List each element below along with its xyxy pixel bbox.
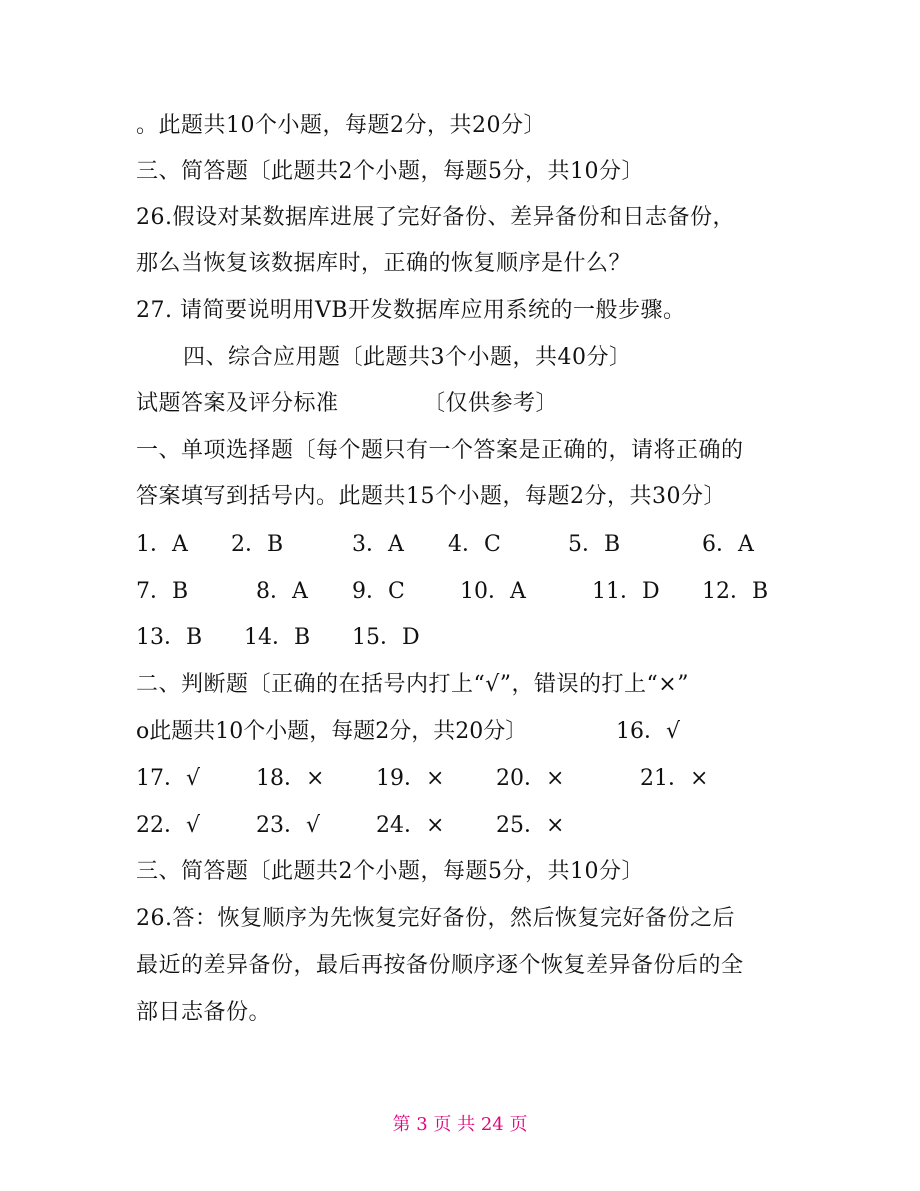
answer-item: 18．×	[256, 766, 325, 791]
page-footer: 第 3 页 共 24 页	[392, 1114, 528, 1135]
answer-item: 12．B	[702, 579, 769, 604]
answer-item: 14．B	[244, 625, 311, 650]
answer-item: 16．√	[616, 719, 681, 744]
section-heading: 三、简答题〔此题共2个小题，每题5分，共10分〕	[136, 859, 644, 884]
answer-item: 20．×	[496, 766, 565, 791]
answer-item: 21．×	[640, 766, 709, 791]
answer-row	[0, 577, 920, 607]
answer-item: 15．D	[352, 625, 420, 650]
answer-26-cont: 部日志备份。	[136, 1000, 272, 1025]
text-line: o此题共10个小题，每题2分，共20分〕	[136, 719, 528, 744]
answer-row	[0, 530, 920, 560]
answer-item: 10．A	[460, 579, 526, 604]
answer-item: 24．×	[376, 813, 445, 838]
answer-item: 8．A	[256, 579, 308, 604]
answer-item: 3．A	[352, 532, 404, 557]
section-heading: 二、判断题〔正确的在括号内打上“√”，错误的打上“×”	[136, 672, 689, 697]
answer-item: 13．B	[136, 625, 203, 650]
answer-26-cont: 最近的差异备份，最后再按备份顺序逐个恢复差异备份后的全	[136, 953, 744, 978]
answer-26: 26.答：恢复顺序为先恢复完好备份，然后恢复完好备份之后	[136, 906, 735, 931]
answer-item: 25．×	[496, 813, 565, 838]
answer-item: 17．√	[136, 766, 201, 791]
answer-item: 5．B	[568, 532, 621, 557]
answer-item: 4．C	[448, 532, 501, 557]
answer-item: 22．√	[136, 813, 201, 838]
section-heading: 三、简答题〔此题共2个小题，每题5分，共10分〕	[136, 159, 644, 184]
section-heading-cont: 答案填写到括号内。此题共15个小题，每题2分，共30分〕	[136, 484, 726, 509]
text-line: 。此题共10个小题，每题2分，共20分〕	[136, 113, 546, 138]
answer-row	[0, 811, 920, 841]
answer-item: 9．C	[352, 579, 405, 604]
answer-row	[0, 623, 920, 653]
answer-item: 1．A	[136, 532, 188, 557]
answer-item: 2．B	[231, 532, 284, 557]
answer-item: 6．A	[702, 532, 754, 557]
question-27: 27. 请简要说明用VB开发数据库应用系统的一般步骤。	[136, 298, 686, 323]
answer-item: 11．D	[592, 579, 660, 604]
answer-item: 23．√	[256, 813, 321, 838]
answer-item: 7．B	[136, 579, 189, 604]
question-26-cont: 那么当恢复该数据库时，正确的恢复顺序是什么？	[136, 251, 632, 276]
section-heading: 一、单项选择题〔每个题只有一个答案是正确的，请将正确的	[136, 438, 744, 463]
answers-title: 试题答案及评分标准	[136, 391, 339, 416]
section-heading: 四、综合应用题〔此题共3个小题，共40分〕	[183, 345, 632, 370]
question-26: 26.假设对某数据库进展了完好备份、差异备份和日志备份，	[136, 205, 735, 230]
answer-row	[0, 717, 920, 747]
answer-row	[0, 764, 920, 794]
answers-note: 〔仅供参考〕	[423, 391, 559, 416]
answer-item: 19．×	[376, 766, 445, 791]
